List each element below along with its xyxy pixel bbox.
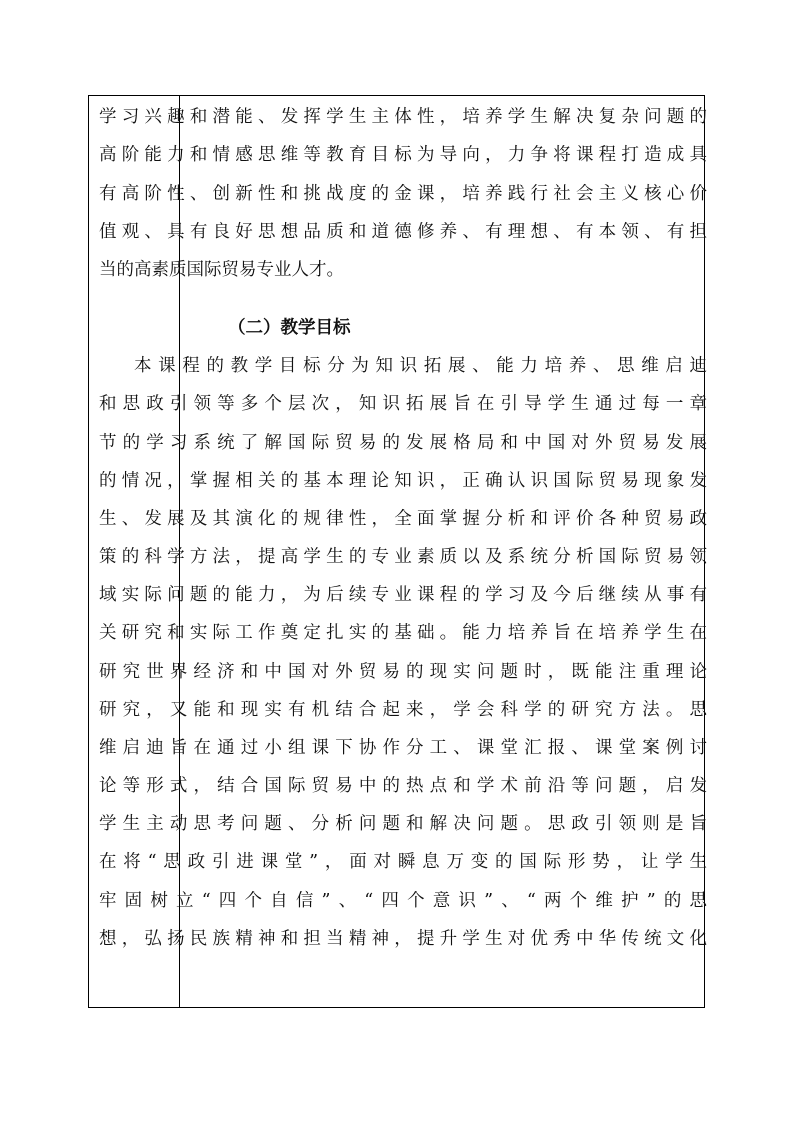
text-line: 值观、具有良好思想品质和道德修养、有理想、有本领、有担 [99, 222, 707, 242]
text-line: 想，弘扬民族精神和担当精神，提升学生对优秀中华传统文化 [99, 929, 707, 949]
text-line: 研究，又能和现实有机结合起来，学会科学的研究方法。思 [99, 700, 707, 720]
text-line: 在将“思政引进课堂”，面对瞬息万变的国际形势，让学生 [99, 852, 707, 872]
text-line: 论等形式，结合国际贸易中的热点和学术前沿等问题，启发 [99, 776, 707, 796]
text-line: 和思政引领等多个层次，知识拓展旨在引导学生通过每一章 [99, 394, 707, 414]
text-line: 研究世界经济和中国对外贸易的现实问题时，既能注重理论 [99, 662, 707, 682]
text-line: 学生主动思考问题、分析问题和解决问题。思政引领则是旨 [99, 814, 707, 834]
text-line: 维启迪旨在通过小组课下协作分工、课堂汇报、课堂案例讨 [99, 738, 707, 758]
text-line: 有高阶性、创新性和挑战度的金课，培养践行社会主义核心价 [99, 184, 707, 204]
text-line: 策的科学方法，提高学生的专业素质以及系统分析国际贸易领 [99, 547, 707, 567]
text-line: 域实际问题的能力，为后续专业课程的学习及今后继续从事有 [99, 585, 707, 605]
text-line: 节的学习系统了解国际贸易的发展格局和中国对外贸易发展 [99, 433, 707, 453]
text-line: 的情况，掌握相关的基本理论知识，正确认识国际贸易现象发 [99, 471, 707, 491]
text-line: 生、发展及其演化的规律性，全面掌握分析和评价各种贸易政 [99, 509, 707, 529]
section-heading: （二）教学目标 [228, 318, 351, 338]
text-line: 关研究和实际工作奠定扎实的基础。能力培养旨在培养学生在 [99, 623, 707, 643]
text-line: 高阶能力和情感思维等教育目标为导向，力争将课程打造成具 [99, 145, 707, 165]
text-line: 本课程的教学目标分为知识拓展、能力培养、思维启迪 [134, 356, 707, 376]
text-line: 学习兴趣和潜能、发挥学生主体性，培养学生解决复杂问题的 [99, 107, 707, 127]
text-line: 牢固树立“四个自信”、“四个意识”、“两个维护”的思 [99, 891, 707, 911]
text-line: 当的高素质国际贸易专业人才。 [99, 260, 344, 280]
